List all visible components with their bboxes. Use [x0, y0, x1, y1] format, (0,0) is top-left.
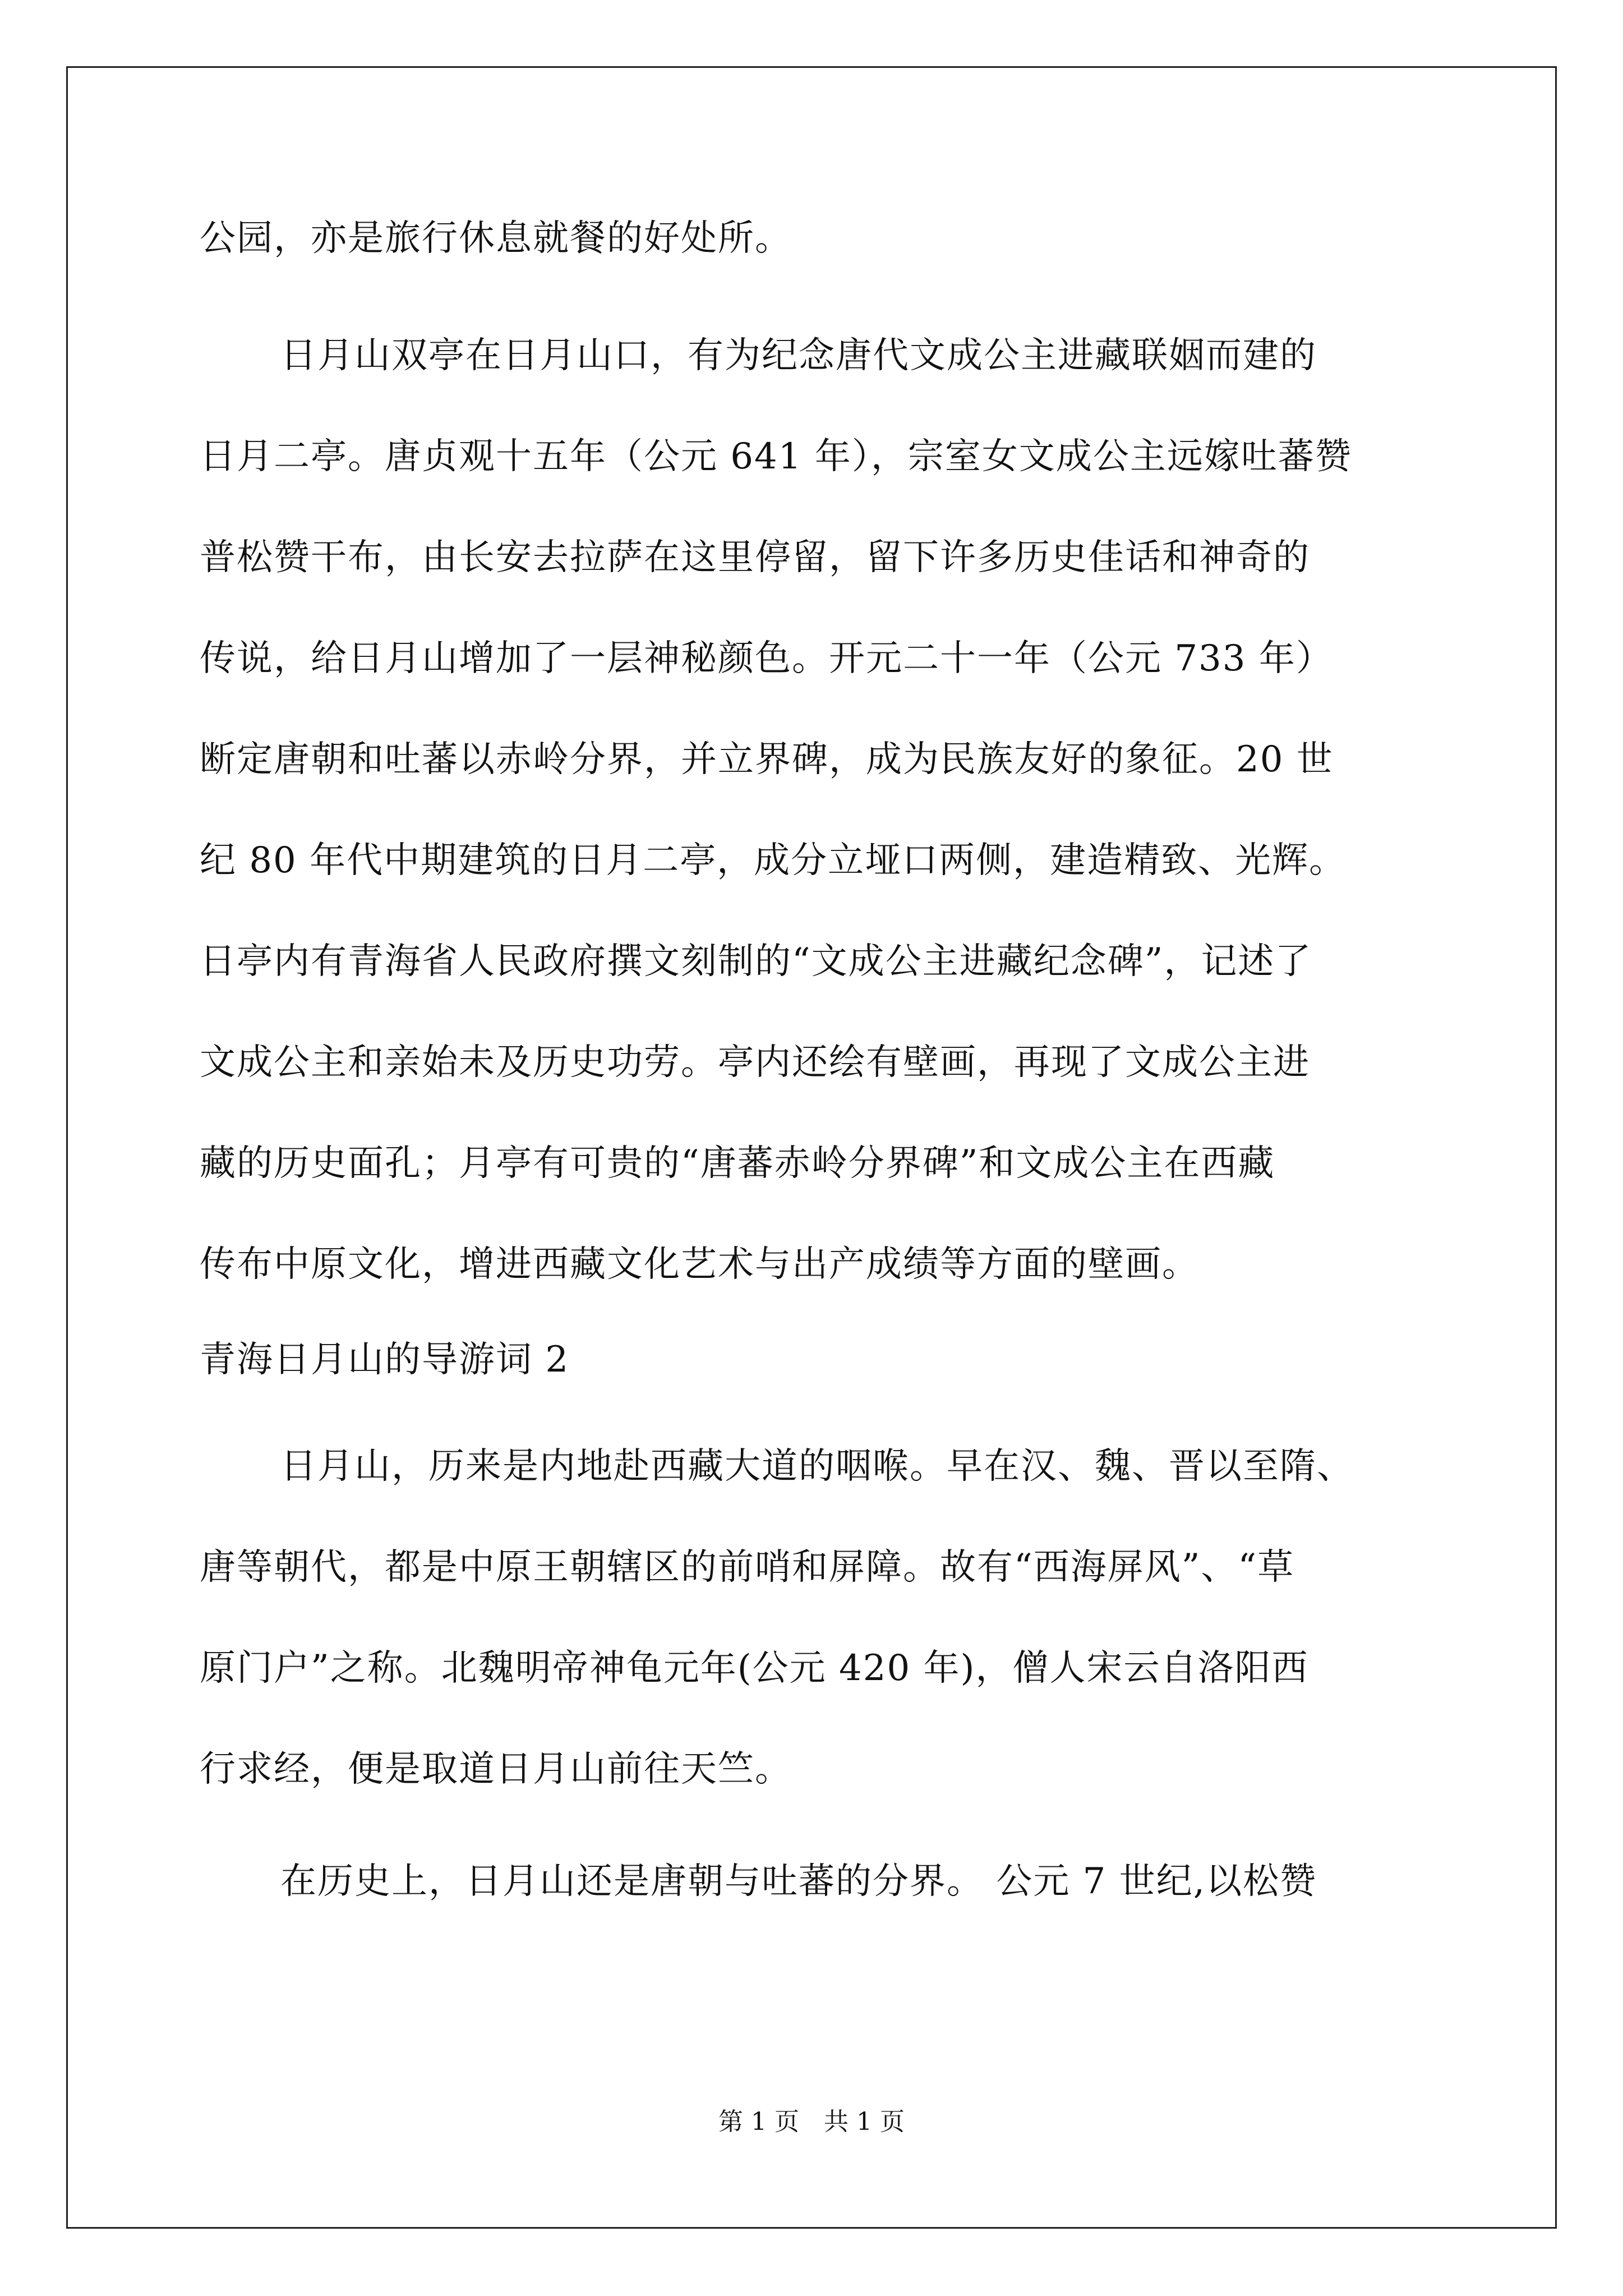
- text-line: 纪 80 年代中期建筑的日月二亭，成分立垭口两侧，建造精致、光辉。: [200, 840, 1347, 881]
- text-line: 藏的历史面孔；月亭有可贵的“唐蕃赤岭分界碑”和文成公主在西藏: [200, 1143, 1275, 1184]
- paragraph-first-line: 日月山双亭在日月山口，有为纪念唐代文成公主进藏联姻而建的: [280, 335, 1317, 376]
- text-line: 普松赞干布，由长安去拉萨在这里停留，留下许多历史佳话和神奇的: [200, 537, 1310, 578]
- text-line: 公园，亦是旅行休息就餐的好处所。: [200, 218, 792, 259]
- section-heading: 青海日月山的导游词 2: [200, 1339, 570, 1381]
- text-line: 文成公主和亲始未及历史功劳。亭内还绘有壁画，再现了文成公主进: [200, 1042, 1310, 1083]
- text-line: 日亭内有青海省人民政府撰文刻制的“文成公主进藏纪念碑”，记述了: [200, 941, 1312, 982]
- text-line: 传说，给日月山增加了一层神秘颜色。开元二十一年（公元 733 年）: [200, 638, 1333, 679]
- paragraph-first-line: 日月山，历来是内地赴西藏大道的咽喉。早在汉、魏、晋以至隋、: [280, 1446, 1354, 1487]
- text-line: 行求经，便是取道日月山前往天竺。: [200, 1749, 792, 1790]
- text-line: 传布中原文化，增进西藏文化艺术与出产成绩等方面的壁画。: [200, 1244, 1199, 1285]
- paragraph-first-line: 在历史上，日月山还是唐朝与吐蕃的分界。 公元 7 世纪,以松赞: [280, 1861, 1317, 1902]
- text-line: 唐等朝代，都是中原王朝辖区的前哨和屏障。故有“西海屏风”、“草: [200, 1547, 1295, 1588]
- text-line: 断定唐朝和吐蕃以赤岭分界，并立界碑，成为民族友好的象征。20 世: [200, 739, 1334, 780]
- text-line: 日月二亭。唐贞观十五年（公元 641 年），宗室女文成公主远嫁吐蕃赞: [200, 436, 1352, 477]
- text-line: 原门户”之称。北魏明帝神龟元年(公元 420 年)，僧人宋云自洛阳西: [200, 1648, 1309, 1689]
- page-number-footer: 第 1 页 共 1 页: [718, 2108, 905, 2136]
